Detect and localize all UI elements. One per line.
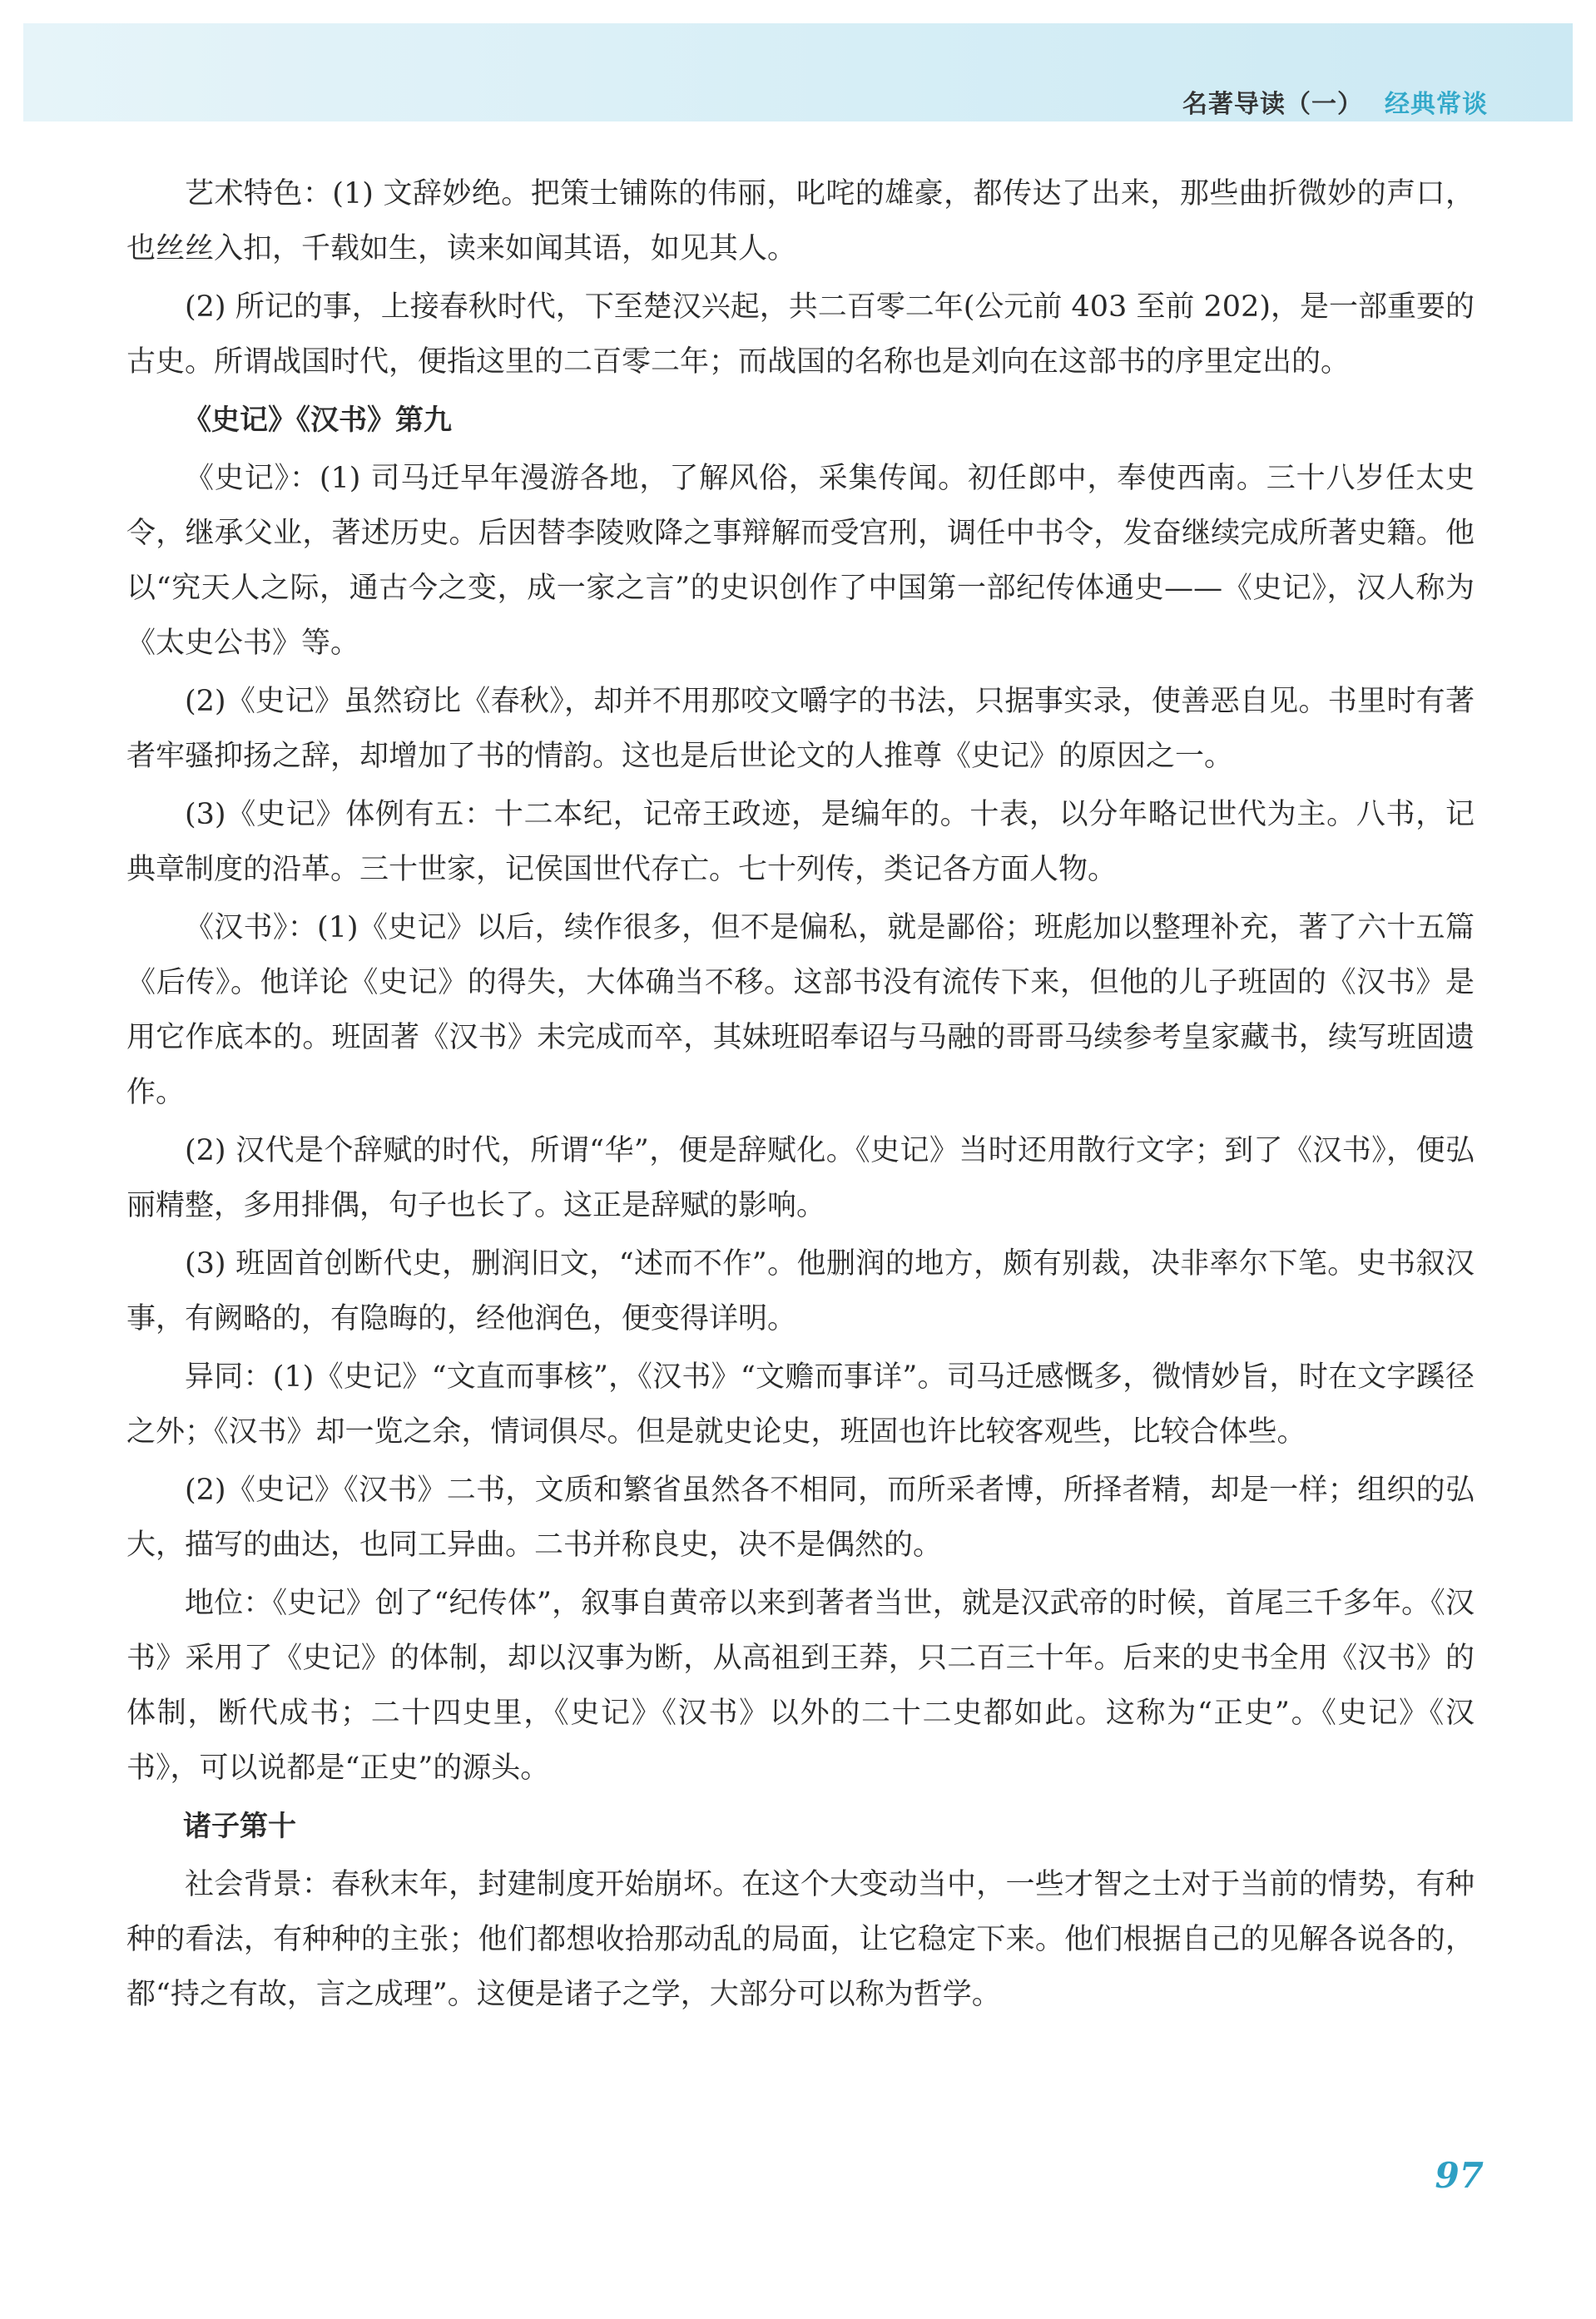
paragraph: (2)《史记》虽然窃比《春秋》，却并不用那咬文嚼字的书法，只据事实录，使善恶自见。书里时有著者牢骚抑扬之辞，却增加了书的情韵。这也是后世论文的人推尊《史记》的原因之一。 — [126, 685, 1475, 773]
paragraph: (2) 所记的事，上接春秋时代，下至楚汉兴起，共二百零二年(公元前 403 至前 202)，是一部重要的古史。所谓战国时代，便指这里的二百零二年；而战国的名称也是刘向在这部书的序里定出的。 — [126, 290, 1475, 379]
paragraph: (3)《史记》体例有五：十二本纪，记帝王政迹，是编年的。十表，以分年略记世代为主。八书，记典章制度的沿革。三十世家，记侯国世代存亡。七十列传，类记各方面人物。 — [126, 798, 1475, 886]
body-text — [126, 166, 1475, 2025]
paragraph: 异同：(1)《史记》“文直而事核”，《汉书》“文赡而事详”。司马迁感慨多，微情妙旨，时在文字蹊径之外；《汉书》却一览之余，情词俱尽。但是就史论史，班固也许比较客观些，比较合体些。 — [126, 1360, 1475, 1449]
running-header — [1182, 83, 1488, 120]
section-heading: 诸子第十 — [183, 1810, 296, 1843]
paragraph: 社会背景：春秋末年，封建制度开始崩坏。在这个大变动当中，一些才智之士对于当前的情势，有种种的看法，有种种的主张；他们都想收拾那动乱的局面，让它稳定下来。他们根据自己的见解各说各的，都“持之有故，言之成理”。这便是诸子之学，大部分可以称为哲学。 — [126, 1868, 1475, 2011]
paragraph: 《史记》：(1) 司马迁早年漫游各地，了解风俗，采集传闻。初任郎中，奉使西南。三十八岁任太史令，继承父业，著述历史。后因替李陵败降之事辩解而受宫刑，调任中书令，发奋继续完成所著史籍。他以“究天人之际，通古今之变，成一家之言”的史识创作了中国第一部纪传体通史——《史记》，汉人称为《太史公书》等。 — [126, 462, 1475, 660]
paragraph: 地位：《史记》创了“纪传体”，叙事自黄帝以来到著者当世，就是汉武帝的时候，首尾三千多年。《汉书》采用了《史记》的体制，却以汉事为断，从高祖到王莽，只二百三十年。后来的史书全用《汉书》的体制，断代成书；二十四史里，《史记》《汉书》以外的二十二史都如此。这称为“正史”。《史记》《汉书》，可以说都是“正史”的源头。 — [126, 1587, 1475, 1785]
section-heading: 《史记》《汉书》第九 — [183, 404, 452, 437]
series-title: 名著导读（一） — [1182, 90, 1363, 119]
paragraph: (3) 班固首创断代史，删润旧文，“述而不作”。他删润的地方，颇有别裁，决非率尔下笔。史书叙汉事，有阙略的，有隐晦的，经他润色，便变得详明。 — [126, 1247, 1475, 1335]
paragraph: (2)《史记》《汉书》二书，文质和繁省虽然各不相同，而所采者博，所择者精，却是一样；组织的弘大，描写的曲达，也同工异曲。二书并称良史，决不是偶然的。 — [126, 1474, 1475, 1562]
paragraph: 《汉书》：(1)《史记》以后，续作很多，但不是偏私，就是鄙俗；班彪加以整理补充，著了六十五篇《后传》。他详论《史记》的得失，大体确当不移。这部书没有流传下来，但他的儿子班固的《汉书》是用它作底本的。班固著《汉书》未完成而卒，其妹班昭奉诏与马融的哥哥马续参考皇家藏书，续写班固遗作。 — [126, 911, 1475, 1109]
paragraph: 艺术特色：(1) 文辞妙绝。把策士铺陈的伟丽，叱咤的雄豪，都传达了出来，那些曲折微妙的声口，也丝丝入扣，千载如生，读来如闻其语，如见其人。 — [126, 177, 1475, 265]
section-title: 经典常谈 — [1385, 90, 1488, 119]
paragraph: (2) 汉代是个辞赋的时代，所谓“华”，便是辞赋化。《史记》当时还用散行文字；到了《汉书》，便弘丽精整，多用排偶，句子也长了。这正是辞赋的影响。 — [126, 1134, 1475, 1222]
page-number: 97 — [1435, 2155, 1484, 2196]
